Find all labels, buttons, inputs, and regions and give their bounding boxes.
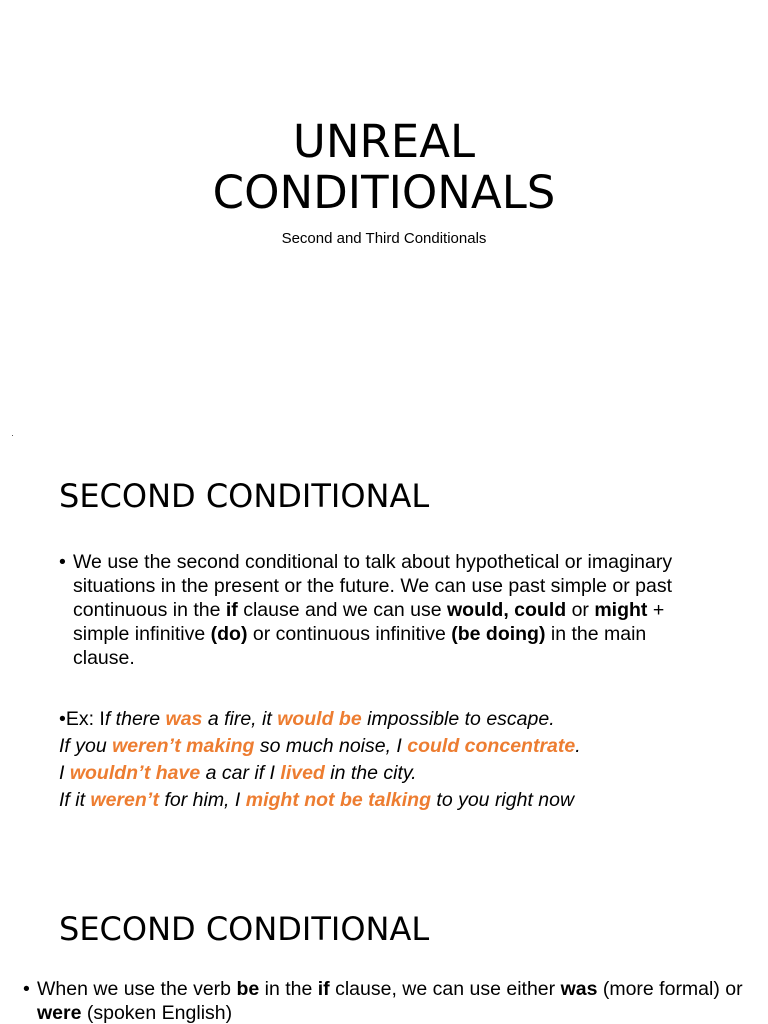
examples-block <box>59 706 759 814</box>
example-line-2: If you weren’t making so much noise, I could concentrate. <box>59 735 581 757</box>
slide-title: UNREAL CONDITIONALS <box>212 115 556 219</box>
second-conditional-slide <box>0 433 768 865</box>
bullet-dot: • <box>59 551 66 573</box>
bullet-dot: • <box>23 978 30 1000</box>
slide-heading: SECOND CONDITIONAL <box>59 477 430 515</box>
example-line-1: •Ex: If there was a fire, it would be impossible to escape. <box>59 708 555 730</box>
slide-marker <box>12 435 13 436</box>
slide-subtitle: Second and Third Conditionals <box>281 230 487 247</box>
example-line-4: If it weren’t for him, I might not be talking to you right now <box>59 789 575 811</box>
example-line-3: I wouldn’t have a car if I lived in the city. <box>59 762 417 784</box>
second-conditional-slide-2 <box>0 866 768 1024</box>
bullet-paragraph: • We use the second conditional to talk about hypothetical or imaginary situations in the present or the future. We can use past simple or past continuous in the if clause and we can use would, could or might + simple infinitive (do) or continuous infinitive (be doing) in the main clause. <box>59 551 673 669</box>
bullet-paragraph: • When we use the verb be in the if clause, we can use either was (more formal) or were (spoken English) <box>23 978 743 1024</box>
title-slide <box>0 0 768 432</box>
slide-heading: SECOND CONDITIONAL <box>59 910 430 948</box>
